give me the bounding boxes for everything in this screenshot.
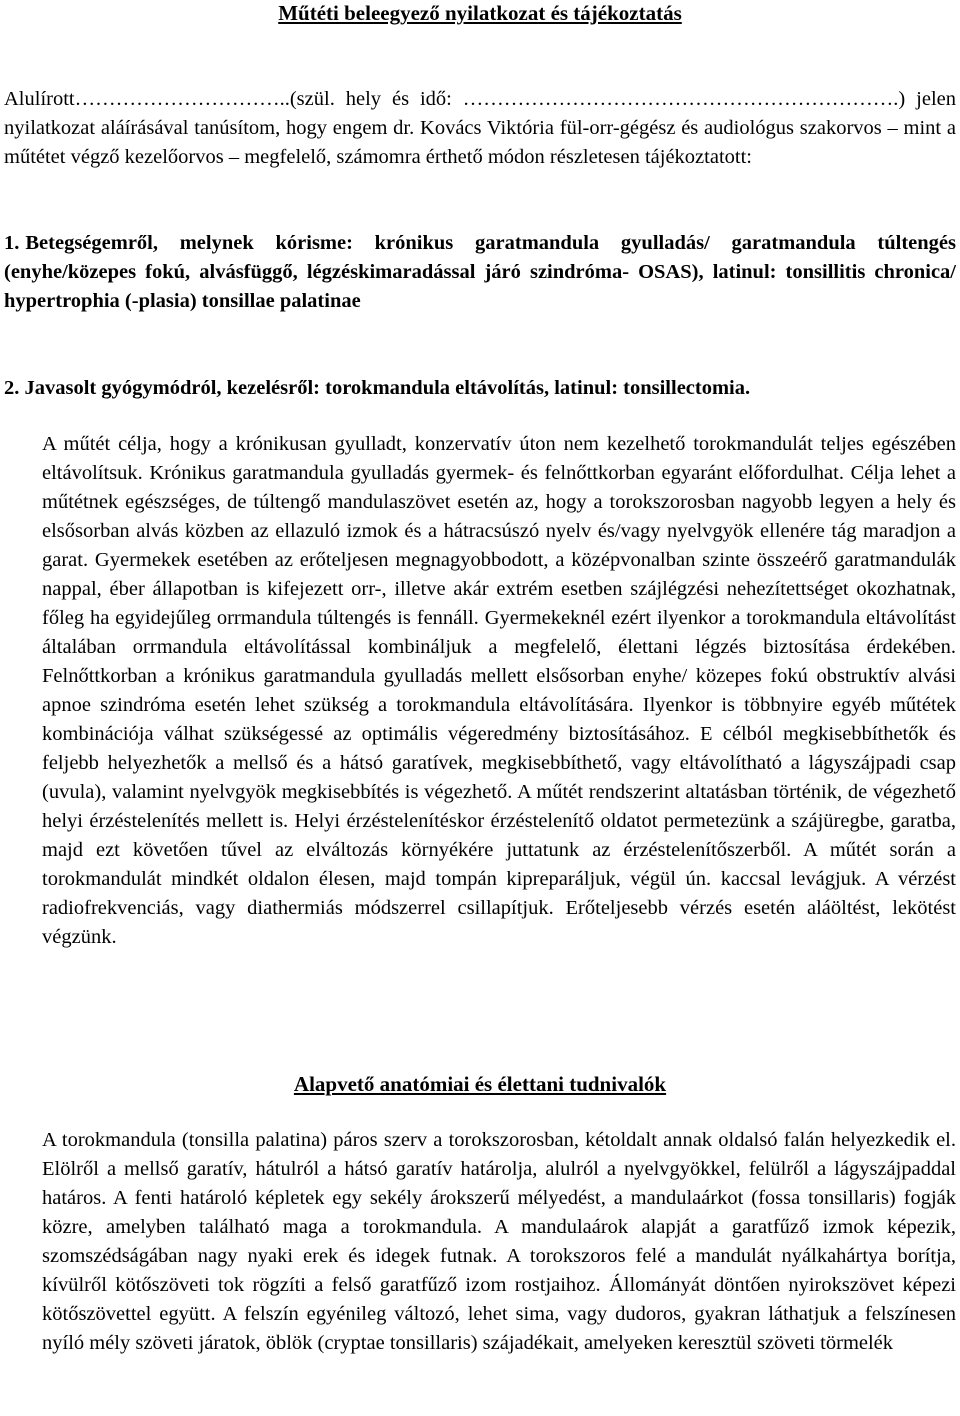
anatomy-description: A torokmandula (tonsilla palatina) páros szerv a torokszorosban, kétoldalt annak oldalsó falán helyezkedik el. Elölről a mellső garatív, hátulról a hátsó garatív határolja, alulról a nyelvgyökkel, felülről a lágyszájpaddal határos. A fenti határoló képletek egy sekély árokszerű mélyedést, a mandulaárkot (fossa tonsillaris) fogják közre, amelyben található maga a torokmandula. A mandulaárok alapját a garatfűző izmok képezik, szomszédságában nagy nyaki erek és idegek futnak. A torokszoros felé a mandulát nyálkahártya borítja, kívülről kötőszöveti tok rögzíti a felső garatfűző izom rostjaihoz. Állományát döntően nyirokszövet képezi kötőszövettel együtt. A felszín egyénileg változó, lehet sima, vagy dudoros, gyakran láthatjuk a felszínesen nyíló mély szöveti járatok, öblök (cryptae tonsillaris) szájadékait, amelyeken keresztül szöveti törmelék bbox=[42, 1129, 956, 1354]
diagnosis-item-text: Betegségemről, melynek kórisme: krónikus garatmandula gyulladás/ garatmandula túltengés (enyhe/közepes fokú, alvásfüggő, légzéskimaradással járó szindróma- OSAS), latinul: tonsillitis chronica/ hypertrophia (-plasia) tonsillae palatinae bbox=[4, 232, 956, 312]
diagnosis-item-number: 1. bbox=[4, 232, 20, 254]
treatment-item-heading: 2. Javasolt gyógymódról, kezelésről: torokmandula eltávolítás, latinul: tonsillectomia. bbox=[4, 377, 751, 399]
anatomy-section-title: Alapvető anatómiai és élettani tudnivalók bbox=[293, 1072, 667, 1096]
diagnosis-item bbox=[4, 229, 956, 316]
intro-paragraph: Alulírott…………………………..(szül. hely és idő: ……………………………………………………….) jelen nyilatkozat aláírásával tanúsítom, hogy engem dr. Kovács Viktória fül-orr-gégész és audiológus szakorvos – mint a műtétet végző kezelőorvos – megfelelő, számomra érthető módon részletesen tájékoztatott: bbox=[4, 88, 956, 168]
document-title: Műtéti beleegyező nyilatkozat és tájékoztatás bbox=[278, 1, 682, 25]
treatment-description: A műtét célja, hogy a krónikusan gyulladt, konzervatív úton nem kezelhető torokmandulát teljes egészében eltávolítsuk. Krónikus garatmandula gyulladás gyermek- és felnőttkorban egyaránt előfordulhat. Célja lehet a műtétnek egészséges, de túltengő mandulaszövet esetén az, hogy a torokszorosban nagyobb legyen a hely és elsősorban alvás közben az ellazuló izmok és a hátracsúszó nyelv és/vagy nyelvgyök ellenére tág maradjon a garat. Gyermekek esetében az erőteljesen megnagyobbodott, a középvonalban szinte összeérő garatmandulák nappal, éber állapotban is kifejezett orr-, illetve akár extrém esetben szájlégzési nehezítettséget okozhatnak, főleg ha egyidejűleg orrmandula túltengés is fennáll. Gyermekeknél ezért ilyenkor a torokmandula eltávolítást általában orrmandula eltávolítással kombináljuk a megfelelő, élettani légzés biztosítása érdekében. Felnőttkorban a krónikus garatmandula gyulladás mellett elsősorban enyhe/ közepes fokú obstruktív alvási apnoe szindróma esetén lehet szükség a torokmandula eltávolítására. Ilyenkor is többnyire egyéb műtétek kombinációja válhat szükségessé az optimális végeredmény biztosításához. E célból megkisebbíthetők és feljebb helyezhetők a mellső és a hátsó garatívek, megkisebbíthető, vagy eltávolítható a lágyszájpadi csap (uvula), valamint nyelvgyök megkisebbítés is végezhető. A műtét rendszerint altatásban történik, de végezhető helyi érzéstelenítés mellett is. Helyi érzéstelenítéskor érzéstelenítő oldatot permetezünk a szájüregbe, garatba, majd ezt követően tűvel az elváltozás környékére juttatunk az érzéstelenítőszerből. A műtét során a torokmandulát mindkét oldalon élesen, majd tompán kipreparáljuk, végül ún. kaccsal levágjuk. A vérzést radiofrekvenciás, vagy diathermiás módszerrel csillapítjuk. Erőteljesebb vérzés esetén aláöltést, lekötést végzünk. bbox=[42, 433, 956, 948]
